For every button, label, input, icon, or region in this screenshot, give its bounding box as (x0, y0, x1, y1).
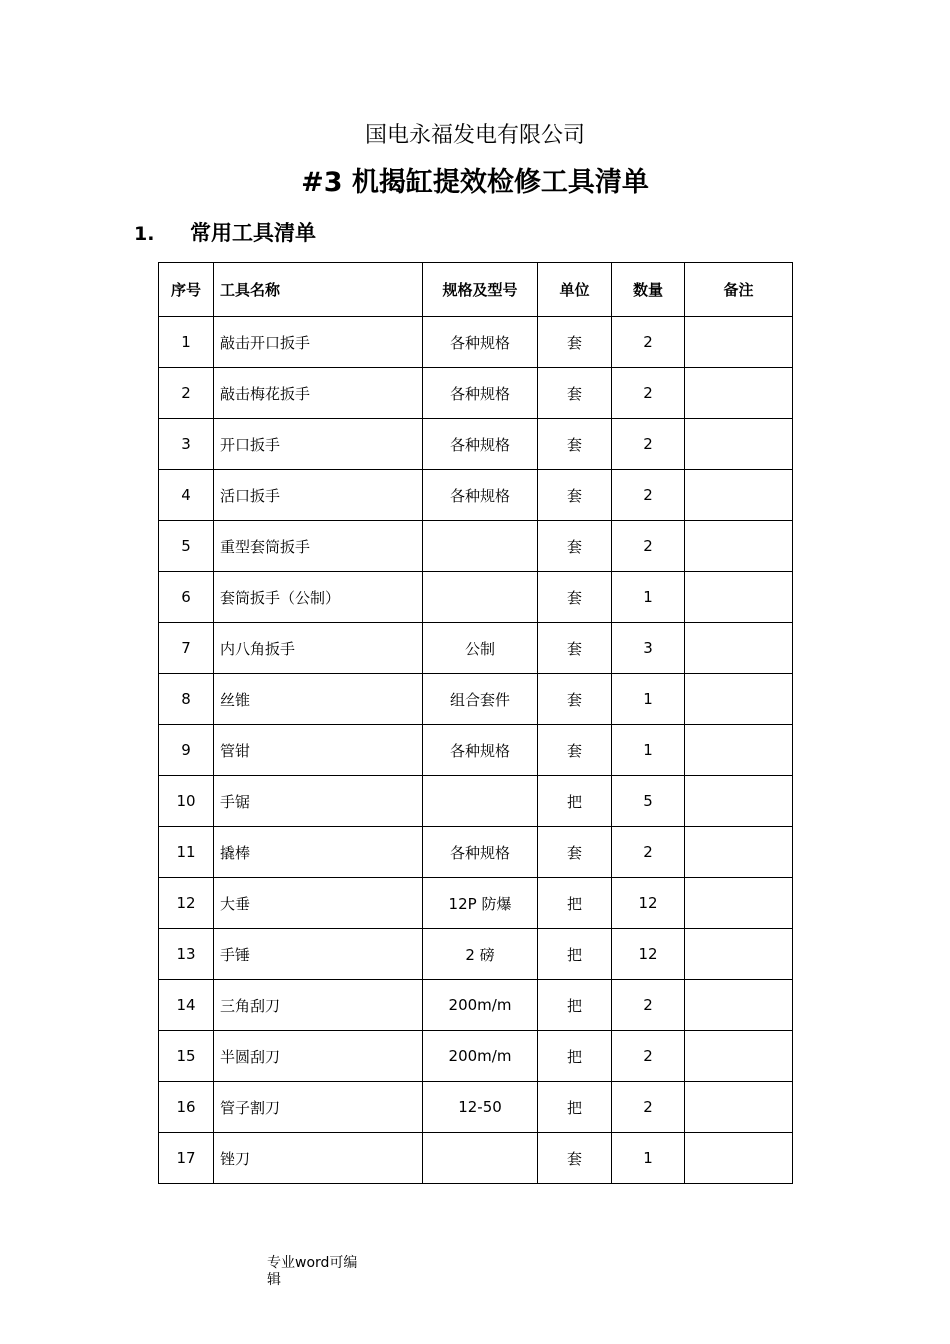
cell-unit: 套 (538, 419, 612, 470)
cell-quantity: 2 (612, 521, 685, 572)
cell-tool-name: 锉刀 (214, 1133, 423, 1184)
table-row (159, 623, 793, 674)
cell-unit: 把 (538, 929, 612, 980)
cell-unit: 把 (538, 1031, 612, 1082)
cell-tool-name: 撬棒 (214, 827, 423, 878)
table-row (159, 980, 793, 1031)
cell-tool-name: 管钳 (214, 725, 423, 776)
table-row (159, 521, 793, 572)
cell-index: 13 (159, 929, 214, 980)
cell-index: 12 (159, 878, 214, 929)
cell-note (685, 1133, 793, 1184)
cell-note (685, 1082, 793, 1133)
cell-index: 8 (159, 674, 214, 725)
cell-spec: 200m/m (423, 980, 538, 1031)
cell-note (685, 317, 793, 368)
cell-unit: 把 (538, 878, 612, 929)
cell-unit: 把 (538, 776, 612, 827)
cell-spec: 公制 (423, 623, 538, 674)
table-row (159, 1082, 793, 1133)
cell-quantity: 2 (612, 827, 685, 878)
cell-spec: 200m/m (423, 1031, 538, 1082)
cell-tool-name: 管子割刀 (214, 1082, 423, 1133)
cell-tool-name: 开口扳手 (214, 419, 423, 470)
cell-spec (423, 1133, 538, 1184)
table-header-row (159, 263, 793, 317)
cell-unit: 套 (538, 317, 612, 368)
cell-tool-name: 三角刮刀 (214, 980, 423, 1031)
cell-unit: 套 (538, 470, 612, 521)
cell-note (685, 521, 793, 572)
cell-note (685, 368, 793, 419)
cell-tool-name: 手锤 (214, 929, 423, 980)
cell-unit: 把 (538, 1082, 612, 1133)
cell-index: 6 (159, 572, 214, 623)
cell-quantity: 12 (612, 878, 685, 929)
cell-index: 10 (159, 776, 214, 827)
table-row (159, 572, 793, 623)
cell-spec: 12P 防爆 (423, 878, 538, 929)
section-number: 1. (134, 223, 155, 245)
table-row (159, 725, 793, 776)
cell-note (685, 776, 793, 827)
cell-quantity: 2 (612, 470, 685, 521)
column-header-note: 备注 (685, 263, 793, 317)
cell-note (685, 725, 793, 776)
cell-quantity: 2 (612, 419, 685, 470)
cell-unit: 套 (538, 368, 612, 419)
cell-note (685, 419, 793, 470)
cell-spec: 2 磅 (423, 929, 538, 980)
cell-spec: 各种规格 (423, 725, 538, 776)
cell-tool-name: 内八角扳手 (214, 623, 423, 674)
cell-note (685, 1031, 793, 1082)
cell-tool-name: 重型套筒扳手 (214, 521, 423, 572)
table-row (159, 674, 793, 725)
cell-unit: 套 (538, 674, 612, 725)
cell-tool-name: 大垂 (214, 878, 423, 929)
cell-spec: 12-50 (423, 1082, 538, 1133)
cell-quantity: 12 (612, 929, 685, 980)
cell-tool-name: 手锯 (214, 776, 423, 827)
cell-note (685, 878, 793, 929)
cell-index: 4 (159, 470, 214, 521)
cell-note (685, 674, 793, 725)
cell-note (685, 572, 793, 623)
cell-quantity: 5 (612, 776, 685, 827)
company-name: 国电永福发电有限公司 (364, 123, 585, 148)
cell-tool-name: 敲击开口扳手 (214, 317, 423, 368)
cell-spec (423, 776, 538, 827)
cell-quantity: 2 (612, 368, 685, 419)
cell-unit: 套 (538, 827, 612, 878)
cell-index: 2 (159, 368, 214, 419)
cell-quantity: 2 (612, 317, 685, 368)
cell-spec: 各种规格 (423, 368, 538, 419)
table-row (159, 929, 793, 980)
cell-quantity: 2 (612, 980, 685, 1031)
cell-note (685, 929, 793, 980)
cell-spec: 各种规格 (423, 419, 538, 470)
table-row (159, 419, 793, 470)
cell-unit: 套 (538, 623, 612, 674)
section-heading (134, 217, 316, 247)
cell-tool-name: 半圆刮刀 (214, 1031, 423, 1082)
cell-index: 17 (159, 1133, 214, 1184)
cell-note (685, 827, 793, 878)
footer-note: 专业word可编辑 (267, 1255, 358, 1288)
cell-quantity: 1 (612, 1133, 685, 1184)
cell-quantity: 3 (612, 623, 685, 674)
table-row (159, 470, 793, 521)
cell-note (685, 980, 793, 1031)
cell-tool-name: 活口扳手 (214, 470, 423, 521)
cell-tool-name: 套筒扳手（公制） (214, 572, 423, 623)
cell-index: 16 (159, 1082, 214, 1133)
cell-note (685, 470, 793, 521)
column-header-spec: 规格及型号 (423, 263, 538, 317)
cell-quantity: 1 (612, 674, 685, 725)
cell-tool-name: 敲击梅花扳手 (214, 368, 423, 419)
column-header-index: 序号 (159, 263, 214, 317)
cell-quantity: 2 (612, 1031, 685, 1082)
table-row (159, 776, 793, 827)
cell-index: 7 (159, 623, 214, 674)
cell-spec: 各种规格 (423, 317, 538, 368)
cell-unit: 套 (538, 725, 612, 776)
table-row (159, 827, 793, 878)
cell-spec: 各种规格 (423, 470, 538, 521)
cell-index: 1 (159, 317, 214, 368)
cell-unit: 把 (538, 980, 612, 1031)
cell-index: 9 (159, 725, 214, 776)
cell-unit: 套 (538, 572, 612, 623)
cell-spec: 组合套件 (423, 674, 538, 725)
column-header-quantity: 数量 (612, 263, 685, 317)
table-row (159, 368, 793, 419)
cell-spec (423, 521, 538, 572)
document-title: #3 机揭缸提效检修工具清单 (301, 167, 649, 198)
cell-quantity: 2 (612, 1082, 685, 1133)
cell-unit: 套 (538, 521, 612, 572)
table-row (159, 878, 793, 929)
cell-quantity: 1 (612, 572, 685, 623)
cell-index: 14 (159, 980, 214, 1031)
cell-note (685, 623, 793, 674)
section-title: 常用工具清单 (190, 221, 316, 245)
cell-index: 15 (159, 1031, 214, 1082)
cell-quantity: 1 (612, 725, 685, 776)
column-header-name: 工具名称 (214, 263, 423, 317)
cell-tool-name: 丝锥 (214, 674, 423, 725)
cell-index: 3 (159, 419, 214, 470)
tools-table (158, 262, 793, 1184)
table-row (159, 1133, 793, 1184)
table-row (159, 1031, 793, 1082)
column-header-unit: 单位 (538, 263, 612, 317)
cell-index: 5 (159, 521, 214, 572)
table-row (159, 317, 793, 368)
cell-index: 11 (159, 827, 214, 878)
cell-spec: 各种规格 (423, 827, 538, 878)
cell-unit: 套 (538, 1133, 612, 1184)
cell-spec (423, 572, 538, 623)
